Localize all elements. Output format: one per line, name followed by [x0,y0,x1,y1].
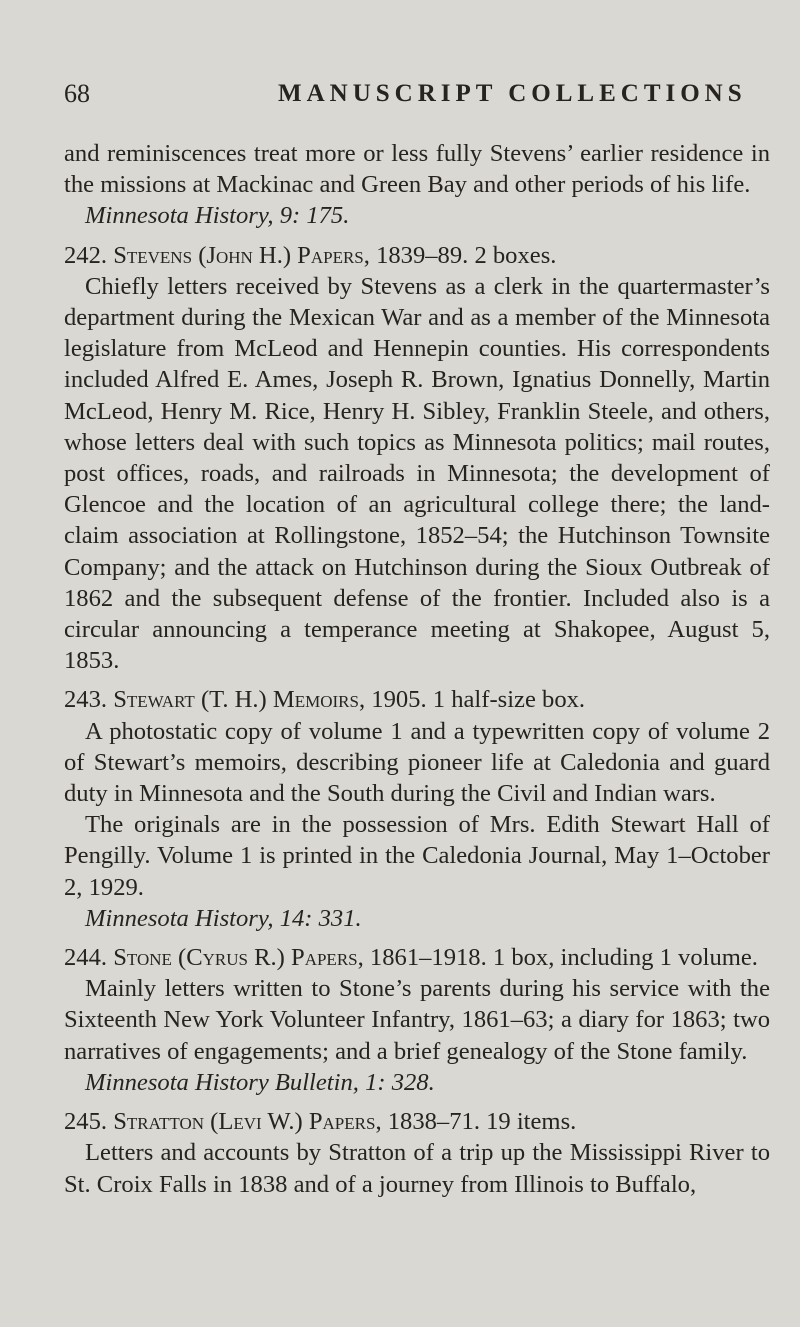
entry-details: , 1839–89. 2 boxes. [363,241,557,269]
entry-citation: Minnesota History, 14: 331. [85,904,362,932]
entry-heading [64,1106,770,1137]
entry-245 [64,1106,770,1200]
intro-citation: Minnesota History, 9: 175. [85,202,350,230]
page-header [64,74,770,114]
entry-number: 242. [64,241,108,269]
page-content [64,138,770,1200]
entry-heading [64,684,770,715]
entry-number: 244. [64,944,108,972]
entry-name: Stone (Cyrus R.) Papers [113,944,358,972]
entry-243 [64,684,770,934]
running-head: MANUSCRIPT COLLECTIONS [278,80,747,107]
entry-description: Mainly letters written to Stone’s parents during his service with the Sixteenth New York Volunteer Infantry, 1861–63; a diary for 1863; two narratives of engagements; and a brief genealogy of the Stone family. [64,975,770,1065]
entry-details: , 1861–1918. 1 box, including 1 volume. [357,944,758,972]
entry-heading [64,240,770,271]
entry-details: , 1905. 1 half-size box. [358,686,586,714]
entry-number: 243. [64,686,108,714]
intro-paragraph: and reminiscences treat more or less fully Stevens’ earlier residence in the missions at Mackinac and Green Bay and other periods of his life. [64,140,770,199]
page-number: 68 [64,79,90,108]
entry-description: Letters and accounts by Stratton of a trip up the Mississippi River to St. Croix Falls in 1838 and of a journey from Illinois to Buffalo, [64,1139,770,1198]
entry-citation: Minnesota History Bulletin, 1: 328. [85,1068,435,1096]
entry-heading [64,942,770,973]
entry-name: Stewart (T. H.) Memoirs [113,686,359,714]
entry-details: , 1838–71. 19 items. [375,1108,577,1136]
entry-242 [64,240,770,677]
entry-name: Stevens (John H.) Papers [113,241,364,269]
entry-description: Chiefly letters received by Stevens as a clerk in the quartermaster’s department during the Mexican War and as a member of the Minnesota legislature from McLeod and Hennepin counties. His correspondents included Alfred E. Ames, Joseph R. Brown, Ignatius Donnelly, Martin McLeod, Henry M. Rice, Henry H. Sibley, Franklin Steele, and others, whose letters deal with such topics as Minnesota politics; mail routes, post offices, roads, and railroads in Minnesota; the development of Glencoe and the location of an agricultural college there; the land-claim association at Rollingstone, 1852–54; the Hutchinson Townsite Company; and the attack on Hutchinson during the Sioux Outbreak of 1862 and the subsequent defense of the frontier. Included also is a circular announcing a temperance meeting at Shakopee, August 5, 1853. [64,272,770,675]
entry-name: Stratton (Levi W.) Papers [113,1108,376,1136]
entry-244 [64,942,770,1098]
entry-number: 245. [64,1108,108,1136]
entry-description: A photostatic copy of volume 1 and a typewritten copy of volume 2 of Stewart’s memoirs, describing pioneer life at Caledonia and guard duty in Minnesota and the South during the Civil and Indian wars. [64,717,770,808]
entry-note: The originals are in the possession of Mrs. Edith Stewart Hall of Pengilly. Volume 1 is printed in the Caledonia Journal, May 1–October 2, 1929. [64,811,770,901]
